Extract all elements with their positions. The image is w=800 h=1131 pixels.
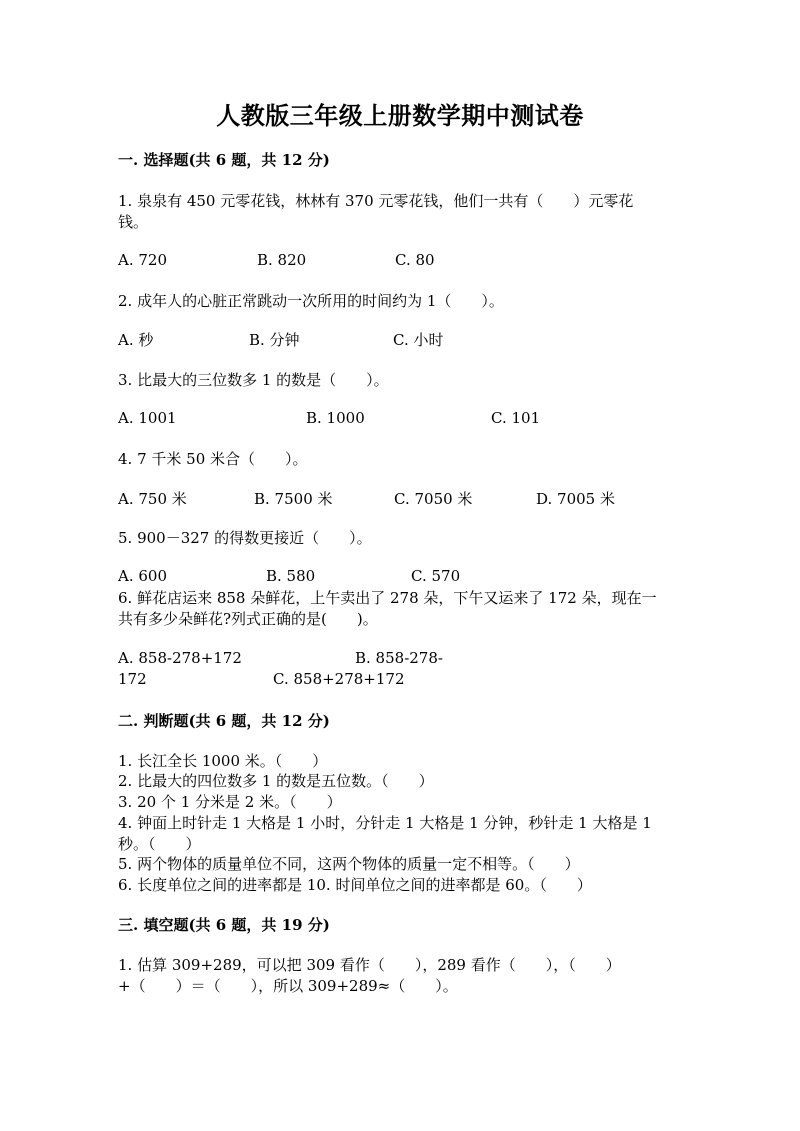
question-line: 5. 900－327 的得数更接近（ ）。 bbox=[118, 529, 372, 547]
section-heading-fill-in: 三. 填空题(共 6 题，共 19 分) bbox=[118, 916, 330, 934]
question-line: 4. 7 千米 50 米合（ ）。 bbox=[118, 450, 308, 468]
option-text: D. 7005 米 bbox=[536, 490, 615, 508]
question-line: 6. 鲜花店运来 858 朵鲜花，上午卖出了 278 朵，下午又运来了 172 朵，现在一 bbox=[118, 589, 657, 607]
option-text: C. 7050 米 bbox=[394, 490, 473, 508]
question-line: 共有多少朵鲜花?列式正确的是( )。 bbox=[118, 610, 378, 628]
question-line: 钱。 bbox=[118, 213, 149, 231]
option-text: B. 7500 米 bbox=[254, 490, 333, 508]
option-text: B. 分钟 bbox=[249, 331, 300, 349]
option-text: A. 750 米 bbox=[118, 490, 187, 508]
option-text: C. 858+278+172 bbox=[273, 670, 405, 688]
judgement-line: 1. 长江全长 1000 米。（ ） bbox=[118, 752, 328, 770]
section-heading-choice: 一. 选择题(共 6 题，共 12 分) bbox=[118, 151, 330, 169]
option-text: B. 858-278- bbox=[355, 649, 443, 667]
option-text: B. 580 bbox=[266, 567, 316, 585]
fill-in-line: +（ ）＝（ ），所以 309+289≈（ ）。 bbox=[118, 977, 458, 995]
question-line: 3. 比最大的三位数多 1 的数是（ ）。 bbox=[118, 371, 389, 389]
exam-title: 人教版三年级上册数学期中测试卷 bbox=[216, 101, 584, 130]
option-text: A. 秒 bbox=[118, 331, 154, 349]
option-text: A. 720 bbox=[118, 251, 167, 269]
option-text: B. 820 bbox=[257, 251, 307, 269]
judgement-line: 3. 20 个 1 分米是 2 米。（ ） bbox=[118, 793, 342, 811]
judgement-line: 6. 长度单位之间的进率都是 10. 时间单位之间的进率都是 60。（ ） bbox=[118, 876, 592, 894]
option-text: A. 600 bbox=[118, 567, 167, 585]
option-text: C. 570 bbox=[411, 567, 461, 585]
judgement-line: 5. 两个物体的质量单位不同，这两个物体的质量一定不相等。（ ） bbox=[118, 855, 580, 873]
option-text: B. 1000 bbox=[306, 409, 365, 427]
option-text: C. 80 bbox=[395, 251, 435, 269]
section-heading-judgement: 二. 判断题(共 6 题，共 12 分) bbox=[118, 712, 330, 730]
judgement-line: 秒。（ ） bbox=[118, 835, 201, 853]
option-text: 172 bbox=[118, 670, 147, 688]
judgement-line: 2. 比最大的四位数多 1 的数是五位数。（ ） bbox=[118, 772, 434, 790]
fill-in-line: 1. 估算 309+289，可以把 309 看作（ ），289 看作（ ），（ ） bbox=[118, 956, 621, 974]
option-text: A. 1001 bbox=[118, 409, 177, 427]
question-line: 2. 成年人的心脏正常跳动一次所用的时间约为 1（ ）。 bbox=[118, 292, 504, 310]
option-text: A. 858-278+172 bbox=[118, 649, 242, 667]
question-line: 1. 泉泉有 450 元零花钱，林林有 370 元零花钱，他们一共有（ ）元零花 bbox=[118, 192, 634, 210]
option-text: C. 101 bbox=[491, 409, 541, 427]
judgement-line: 4. 钟面上时针走 1 大格是 1 小时，分针走 1 大格是 1 分钟，秒针走 1 大格是 1 bbox=[118, 814, 652, 832]
option-text: C. 小时 bbox=[393, 331, 444, 349]
